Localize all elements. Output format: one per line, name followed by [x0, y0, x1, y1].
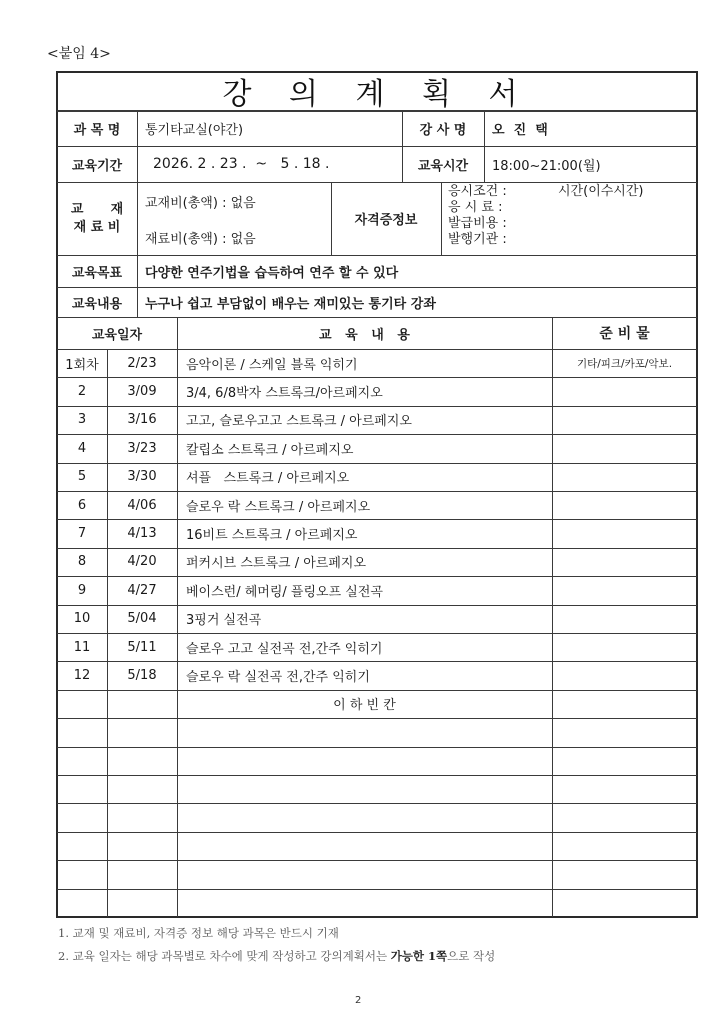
session-supplies[interactable] [552, 519, 697, 547]
note-1: 1. 교재 및 재료비, 자격증 정보 해당 과목은 반드시 기재 [58, 926, 339, 940]
session-supplies[interactable] [552, 605, 697, 633]
note-2-emphasis: 가능한 1쪽 [390, 949, 448, 963]
session-date[interactable]: 4/13 [127, 526, 157, 542]
session-number: 11 [73, 639, 91, 655]
session-date[interactable]: 4/27 [127, 582, 157, 598]
materials-label [57, 182, 137, 255]
session-number: 6 [77, 497, 87, 513]
session-supplies[interactable] [552, 548, 697, 576]
goal-label: 교육목표 [71, 265, 123, 281]
empty-row[interactable] [57, 803, 697, 831]
period-label: 교육기간 [71, 158, 123, 174]
cert-label-exam-fee: 응 시 료 : [448, 200, 503, 215]
materials-label-line1: 교 재 [70, 201, 124, 217]
session-content[interactable]: 3/4, 6/8박자 스트록크/아르페지오 [186, 386, 383, 402]
page-number: 2 [355, 995, 362, 1006]
session-date[interactable]: 3/16 [127, 412, 157, 428]
cert-row-issuer [448, 232, 696, 248]
session-number: 8 [77, 554, 87, 570]
session-supplies[interactable] [552, 377, 697, 405]
session-supplies[interactable] [552, 491, 697, 519]
textbook-cost[interactable]: 교재비(총액) : 없음 [145, 195, 256, 211]
session-date[interactable]: 3/30 [127, 469, 157, 485]
session-content[interactable]: 3핑거 실전곡 [186, 613, 262, 629]
instructor-value[interactable]: 오 진 택 [492, 122, 548, 138]
time-label: 교육시간 [417, 158, 469, 174]
material-cost[interactable]: 재료비(총액) : 없음 [145, 231, 256, 247]
instructor-label: 강 사 명 [419, 122, 467, 138]
session-date[interactable]: 3/23 [127, 440, 157, 456]
cert-row-exam-condition [448, 184, 696, 200]
session-supplies[interactable] [552, 576, 697, 604]
session-supplies[interactable] [552, 661, 697, 689]
cert-info [448, 184, 696, 248]
goal-value[interactable]: 다양한 연주기법을 습득하여 연주 할 수 있다 [145, 265, 399, 281]
session-number: 5 [77, 469, 87, 485]
session-supplies[interactable]: 기타/피크/카포/악보. [576, 357, 673, 370]
session-date[interactable]: 5/18 [127, 668, 157, 684]
session-content[interactable]: 슬로우 고고 실전곡 전,간주 익히기 [186, 641, 383, 657]
session-number: 10 [73, 611, 91, 627]
content-label: 교육내용 [71, 296, 123, 312]
form-title: 강 의 계 획 서 [222, 77, 532, 112]
note-2 [58, 948, 495, 964]
schedule-header-date: 교육일자 [91, 327, 143, 343]
empty-row[interactable] [57, 860, 697, 888]
cert-label-issuer: 발행기관 : [448, 232, 507, 247]
course-name-label: 과 목 명 [73, 122, 121, 138]
session-date[interactable]: 5/04 [127, 611, 157, 627]
session-content[interactable]: 칼립소 스트록크 / 아르페지오 [186, 442, 354, 458]
session-supplies[interactable] [552, 633, 697, 661]
empty-row[interactable] [57, 718, 697, 746]
session-content[interactable]: 퍼커시브 스트록크 / 아르페지오 [186, 556, 367, 572]
divider [441, 182, 442, 255]
cert-row-exam-fee [448, 200, 696, 216]
session-content[interactable]: 슬로우 락 스트록크 / 아르페지오 [186, 499, 371, 515]
session-content[interactable]: 음악이론 / 스케일 블록 익히기 [186, 357, 358, 373]
session-content[interactable]: 베이스런/ 헤머링/ 플링오프 실전곡 [186, 584, 383, 600]
attachment-label: <붙임 4> [47, 46, 111, 62]
session-number: 4 [77, 440, 87, 456]
cert-value-exam-condition[interactable]: 시간(이수시간) [558, 184, 644, 199]
blank-marker: 이 하 빈 칸 [333, 698, 396, 714]
empty-row[interactable] [57, 747, 697, 775]
session-number: 9 [77, 582, 87, 598]
period-value[interactable]: 2026. 2 . 23 . ~ 5 . 18 . [153, 156, 330, 172]
materials-label-line2: 재 료 비 [73, 219, 121, 235]
empty-row[interactable] [57, 889, 697, 917]
session-content[interactable]: 셔플 스트록크 / 아르페지오 [186, 471, 350, 487]
session-content[interactable]: 16비트 스트록크 / 아르페지오 [186, 528, 358, 544]
note-2-suffix: 으로 작성 [447, 949, 496, 963]
session-supplies[interactable] [552, 463, 697, 491]
cert-row-issue-cost [448, 216, 696, 232]
cert-label-exam-condition: 응시조건 : [448, 184, 507, 199]
session-supplies[interactable] [552, 434, 697, 462]
session-supplies[interactable] [552, 406, 697, 434]
note-2-text: 2. 교육 일자는 해당 과목별로 차수에 맞게 작성하고 강의계획서는 [58, 949, 391, 963]
session-content[interactable]: 고고, 슬로우고고 스트록크 / 아르페지오 [186, 414, 412, 430]
session-date[interactable]: 4/20 [127, 554, 157, 570]
session-content[interactable]: 슬로우 락 실전곡 전,간주 익히기 [186, 670, 370, 686]
cert-label-issue-cost: 발급비용 : [448, 216, 507, 231]
session-number: 7 [77, 526, 87, 542]
session-date[interactable]: 4/06 [127, 497, 157, 513]
session-date[interactable]: 3/09 [127, 384, 157, 400]
session-date[interactable]: 2/23 [127, 355, 157, 371]
content-value[interactable]: 누구나 쉽고 부담없이 배우는 재미있는 통기타 강좌 [145, 296, 436, 312]
session-date[interactable]: 5/11 [127, 639, 157, 655]
empty-row[interactable] [57, 775, 697, 803]
course-name-value[interactable]: 통기타교실(야간) [145, 122, 244, 138]
session-number: 12 [73, 668, 91, 684]
session-number: 1회차 [65, 357, 99, 373]
session-number: 3 [77, 412, 87, 428]
schedule-header-content: 교 육 내 용 [319, 327, 410, 343]
time-value[interactable]: 18:00~21:00(월) [492, 158, 601, 174]
session-number: 2 [77, 384, 87, 400]
empty-row[interactable] [57, 832, 697, 860]
schedule-header-supplies: 준 비 물 [599, 326, 650, 342]
cert-label: 자격증정보 [354, 213, 418, 228]
